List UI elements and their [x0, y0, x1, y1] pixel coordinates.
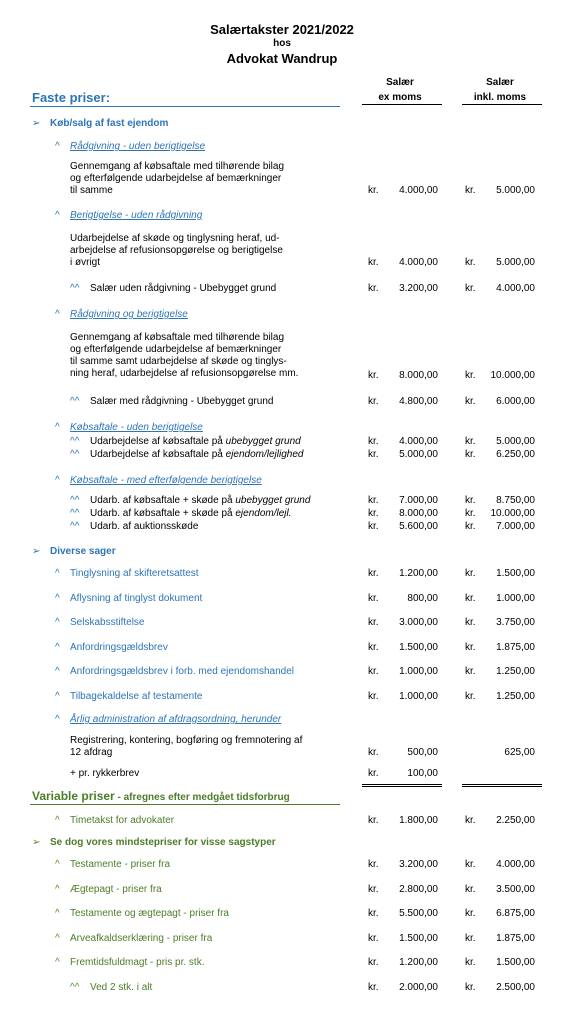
kr-label: kr. [465, 568, 476, 579]
kr-label: kr. [465, 370, 476, 381]
price-inkl: 5.000,00 [496, 436, 535, 447]
col-inkl-underline [462, 104, 542, 105]
price-inkl: 2.500,00 [496, 982, 535, 993]
kr-label: kr. [465, 957, 476, 968]
kr-label: kr. [368, 508, 379, 519]
kr-label: kr. [465, 666, 476, 677]
kr-label: kr. [465, 982, 476, 993]
desc-line: ning heraf, udarbejdelse af refusionsopgørelse mm. [70, 368, 299, 379]
kr-label: kr. [368, 666, 379, 677]
kr-label: kr. [465, 908, 476, 919]
kr-label: kr. [465, 617, 476, 628]
caret-bullet-icon: ^ [55, 617, 60, 628]
row-label: Fremtidsfuldmagt - pris pr. stk. [70, 957, 205, 968]
kr-label: kr. [465, 185, 476, 196]
price-inkl: 10.000,00 [490, 370, 535, 381]
price-ex: 4.000,00 [399, 185, 438, 196]
col-inkl-double-underline [462, 784, 542, 787]
sub-koebsaftale: Købsaftale - uden berigtigelse [70, 422, 203, 433]
kr-label: kr. [368, 185, 379, 196]
row-label: Selskabsstiftelse [70, 617, 145, 628]
kr-label: kr. [368, 690, 379, 702]
page-title: Salærtakster 2021/2022 [210, 22, 354, 37]
double-caret-bullet-icon: ^^ [70, 495, 80, 506]
arrow-bullet-icon: ➢ [32, 837, 41, 848]
firm-name: Advokat Wandrup [226, 51, 338, 66]
kr-label: kr. [465, 283, 476, 294]
desc-line: og efterfølgende udarbejdelse af bemærkninger [70, 173, 282, 184]
sub-radgivning-berigtigelse: Rådgivning og berigtigelse [70, 309, 188, 320]
double-caret-bullet-icon: ^^ [70, 396, 80, 407]
price-inkl: 625,00 [504, 747, 535, 758]
kr-label: kr. [465, 521, 476, 532]
price-inkl: 3.750,00 [496, 617, 535, 628]
price-ex: 5.600,00 [399, 521, 438, 532]
price-ex: 8.000,00 [399, 508, 438, 519]
price-inkl: 4.000,00 [496, 283, 535, 294]
kr-label: kr. [465, 449, 476, 460]
price-inkl: 4.000,00 [496, 859, 535, 870]
kr-label: kr. [368, 932, 379, 944]
kr-label: kr. [465, 396, 476, 407]
price-inkl: 5.000,00 [496, 257, 535, 268]
kr-label: kr. [368, 283, 379, 294]
kr-label: kr. [368, 257, 379, 268]
price-ex: 4.000,00 [399, 436, 438, 447]
row-label: Udarbejdelse af købsaftale på ubebygget grund [90, 436, 301, 447]
price-ex: 1.200,00 [399, 568, 438, 579]
col-ex-underline [362, 104, 442, 105]
desc-line: arbejdelse af refusionsopgørelse og berigtigelse [70, 245, 283, 256]
price-ex: 3.000,00 [399, 617, 438, 628]
row-label: Udarb. af købsaftale + skøde på ejendom/lejl. [90, 508, 292, 519]
price-ex: 3.200,00 [399, 283, 438, 294]
section-koeb-salg: Køb/salg af fast ejendom [50, 118, 169, 129]
row-label: Aflysning af tinglyst dokument [70, 592, 203, 604]
col-ex-label2: ex moms [378, 92, 422, 103]
price-inkl: 6.875,00 [496, 908, 535, 919]
desc-line: Gennemgang af købsaftale med tilhørende bilag [70, 161, 285, 172]
kr-label: kr. [368, 396, 379, 407]
price-inkl: 8.750,00 [496, 495, 535, 506]
desc-line: Gennemgang af købsaftale med tilhørende bilag [70, 332, 285, 343]
caret-bullet-icon: ^ [55, 957, 60, 968]
kr-label: kr. [368, 859, 379, 870]
kr-label: kr. [368, 617, 379, 628]
price-inkl: 6.000,00 [496, 396, 535, 407]
price-inkl: 5.000,00 [496, 185, 535, 196]
desc-line: til samme [70, 185, 113, 196]
price-inkl: 1.500,00 [496, 957, 535, 968]
price-inkl: 10.000,00 [490, 508, 535, 519]
variable-divider [30, 804, 340, 805]
kr-label: kr. [465, 495, 476, 506]
price-ex: 1.500,00 [399, 932, 438, 944]
price-ex: 5.000,00 [399, 449, 438, 460]
double-caret-bullet-icon: ^^ [70, 283, 80, 294]
variable-priser-heading: Variable priser - afregnes efter medgået tidsforbrug [32, 789, 290, 803]
double-caret-bullet-icon: ^^ [70, 982, 80, 993]
price-ex: 100,00 [407, 768, 438, 779]
faste-divider [30, 106, 340, 107]
kr-label: kr. [368, 370, 379, 381]
double-caret-bullet-icon: ^^ [70, 508, 80, 519]
caret-bullet-icon: ^ [55, 714, 60, 725]
double-caret-bullet-icon: ^^ [70, 436, 80, 447]
price-ex: 5.500,00 [399, 908, 438, 919]
kr-label: kr. [465, 883, 476, 895]
row-label: Tinglysning af skifteretsattest [70, 568, 199, 579]
kr-label: kr. [465, 592, 476, 604]
price-inkl: 1.500,00 [496, 568, 535, 579]
caret-bullet-icon: ^ [55, 690, 60, 702]
kr-label: kr. [368, 908, 379, 919]
kr-label: kr. [368, 592, 379, 604]
price-ex: 500,00 [407, 747, 438, 758]
caret-bullet-icon: ^ [55, 815, 60, 826]
price-inkl: 2.250,00 [496, 815, 535, 826]
caret-bullet-icon: ^ [55, 859, 60, 870]
kr-label: kr. [368, 568, 379, 579]
arrow-bullet-icon: ➢ [32, 546, 41, 557]
caret-bullet-icon: ^ [55, 908, 60, 919]
faste-priser-heading: Faste priser: [32, 90, 111, 105]
kr-label: kr. [465, 859, 476, 870]
row-label: Ved 2 stk. i alt [90, 982, 153, 993]
col-ex-label1: Salær [386, 77, 414, 88]
sub-radgivning: Rådgivning - uden berigtigelse [70, 141, 206, 152]
desc-line: til samme samt udarbejdelse af skøde og tinglys- [70, 356, 287, 367]
kr-label: kr. [465, 641, 476, 653]
section-diverse: Diverse sager [50, 546, 116, 557]
caret-bullet-icon: ^ [55, 309, 60, 320]
price-ex: 2.000,00 [399, 982, 438, 993]
price-ex: 8.000,00 [399, 370, 438, 381]
kr-label: kr. [465, 436, 476, 447]
kr-label: kr. [368, 436, 379, 447]
price-inkl: 1.250,00 [496, 666, 535, 677]
desc-line: og efterfølgende udarbejdelse af bemærkninger [70, 344, 282, 355]
caret-bullet-icon: ^ [55, 932, 60, 944]
price-ex: 800,00 [407, 592, 438, 604]
price-inkl: 1.875,00 [496, 641, 535, 653]
price-ex: 3.200,00 [399, 859, 438, 870]
row-label: Arveafkaldserklæring - priser fra [70, 932, 213, 944]
caret-bullet-icon: ^ [55, 568, 60, 579]
price-ex: 1.000,00 [399, 690, 438, 702]
caret-bullet-icon: ^ [55, 592, 60, 604]
price-ex: 1.800,00 [399, 815, 438, 826]
caret-bullet-icon: ^ [55, 422, 60, 433]
row-label: Timetakst for advokater [70, 815, 175, 826]
kr-label: kr. [368, 982, 379, 993]
double-caret-bullet-icon: ^^ [70, 521, 80, 532]
row-label: Salær uden rådgivning - Ubebygget grund [90, 283, 277, 294]
caret-bullet-icon: ^ [55, 475, 60, 486]
sub-koebsaftale-berig: Købsaftale - med efterfølgende berigtigelse [70, 475, 262, 486]
row-label: Anfordringsgældsbrev i forb. med ejendomshandel [70, 666, 295, 677]
row-label: Udarb. af købsaftale + skøde på ubebygget grund [90, 495, 311, 506]
kr-label: kr. [368, 449, 379, 460]
row-label: Ægtepagt - priser fra [70, 883, 162, 895]
price-ex: 1.500,00 [399, 641, 438, 653]
kr-label: kr. [465, 932, 476, 944]
caret-bullet-icon: ^ [55, 883, 60, 895]
price-ex: 1.000,00 [399, 666, 438, 677]
section-mindstepriser: Se dog vores mindstepriser for visse sagstyper [50, 837, 276, 848]
caret-bullet-icon: ^ [55, 210, 60, 221]
desc-line: Registrering, kontering, bogføring og fremnotering af [70, 735, 303, 746]
price-inkl: 3.500,00 [496, 883, 535, 895]
kr-label: kr. [368, 815, 379, 826]
double-caret-bullet-icon: ^^ [70, 449, 80, 460]
kr-label: kr. [368, 747, 379, 758]
kr-label: kr. [368, 768, 379, 779]
col-ex-double-underline [362, 784, 442, 787]
kr-label: kr. [368, 957, 379, 968]
sub-berigtigelse: Berigtigelse - uden rådgivning [70, 210, 203, 221]
price-inkl: 1.000,00 [496, 592, 535, 604]
row-label: Salær med rådgivning - Ubebygget grund [90, 396, 274, 407]
col-inkl-label1: Salær [486, 77, 514, 88]
price-ex: 7.000,00 [399, 495, 438, 506]
row-label: Testamente - priser fra [70, 859, 171, 870]
row-label: Tilbagekaldelse af testamente [70, 690, 203, 702]
price-ex: 2.800,00 [399, 883, 438, 895]
price-ex: 1.200,00 [399, 957, 438, 968]
price-ex: 4.000,00 [399, 257, 438, 268]
row-label: Anfordringsgældsbrev [70, 641, 168, 653]
desc-line: 12 afdrag [70, 747, 113, 758]
kr-label: kr. [465, 508, 476, 519]
kr-label: kr. [465, 257, 476, 268]
sub-aarlig-admin: Årlig administration af afdragsordning, herunder [70, 714, 282, 725]
price-inkl: 1.875,00 [496, 932, 535, 944]
kr-label: kr. [368, 521, 379, 532]
caret-bullet-icon: ^ [55, 141, 60, 152]
row-label: Udarbejdelse af købsaftale på ejendom/lejlighed [90, 449, 304, 460]
price-inkl: 7.000,00 [496, 521, 535, 532]
kr-label: kr. [465, 690, 476, 702]
kr-label: kr. [368, 883, 379, 895]
page-subtitle-hos: hos [273, 38, 291, 49]
row-label: + pr. rykkerbrev [70, 768, 140, 779]
kr-label: kr. [368, 495, 379, 506]
arrow-bullet-icon: ➢ [32, 118, 41, 129]
kr-label: kr. [368, 641, 379, 653]
price-inkl: 1.250,00 [496, 690, 535, 702]
col-inkl-label2: inkl. moms [473, 92, 527, 103]
caret-bullet-icon: ^ [55, 666, 60, 677]
desc-line: Udarbejdelse af skøde og tinglysning heraf, ud- [70, 233, 280, 244]
kr-label: kr. [465, 815, 476, 826]
price-ex: 4.800,00 [399, 396, 438, 407]
row-label: Testamente og ægtepagt - priser fra [70, 908, 229, 919]
row-label: Udarb. af auktionsskøde [90, 521, 199, 532]
desc-line: i øvrigt [70, 257, 100, 268]
price-inkl: 6.250,00 [496, 449, 535, 460]
caret-bullet-icon: ^ [55, 641, 60, 653]
